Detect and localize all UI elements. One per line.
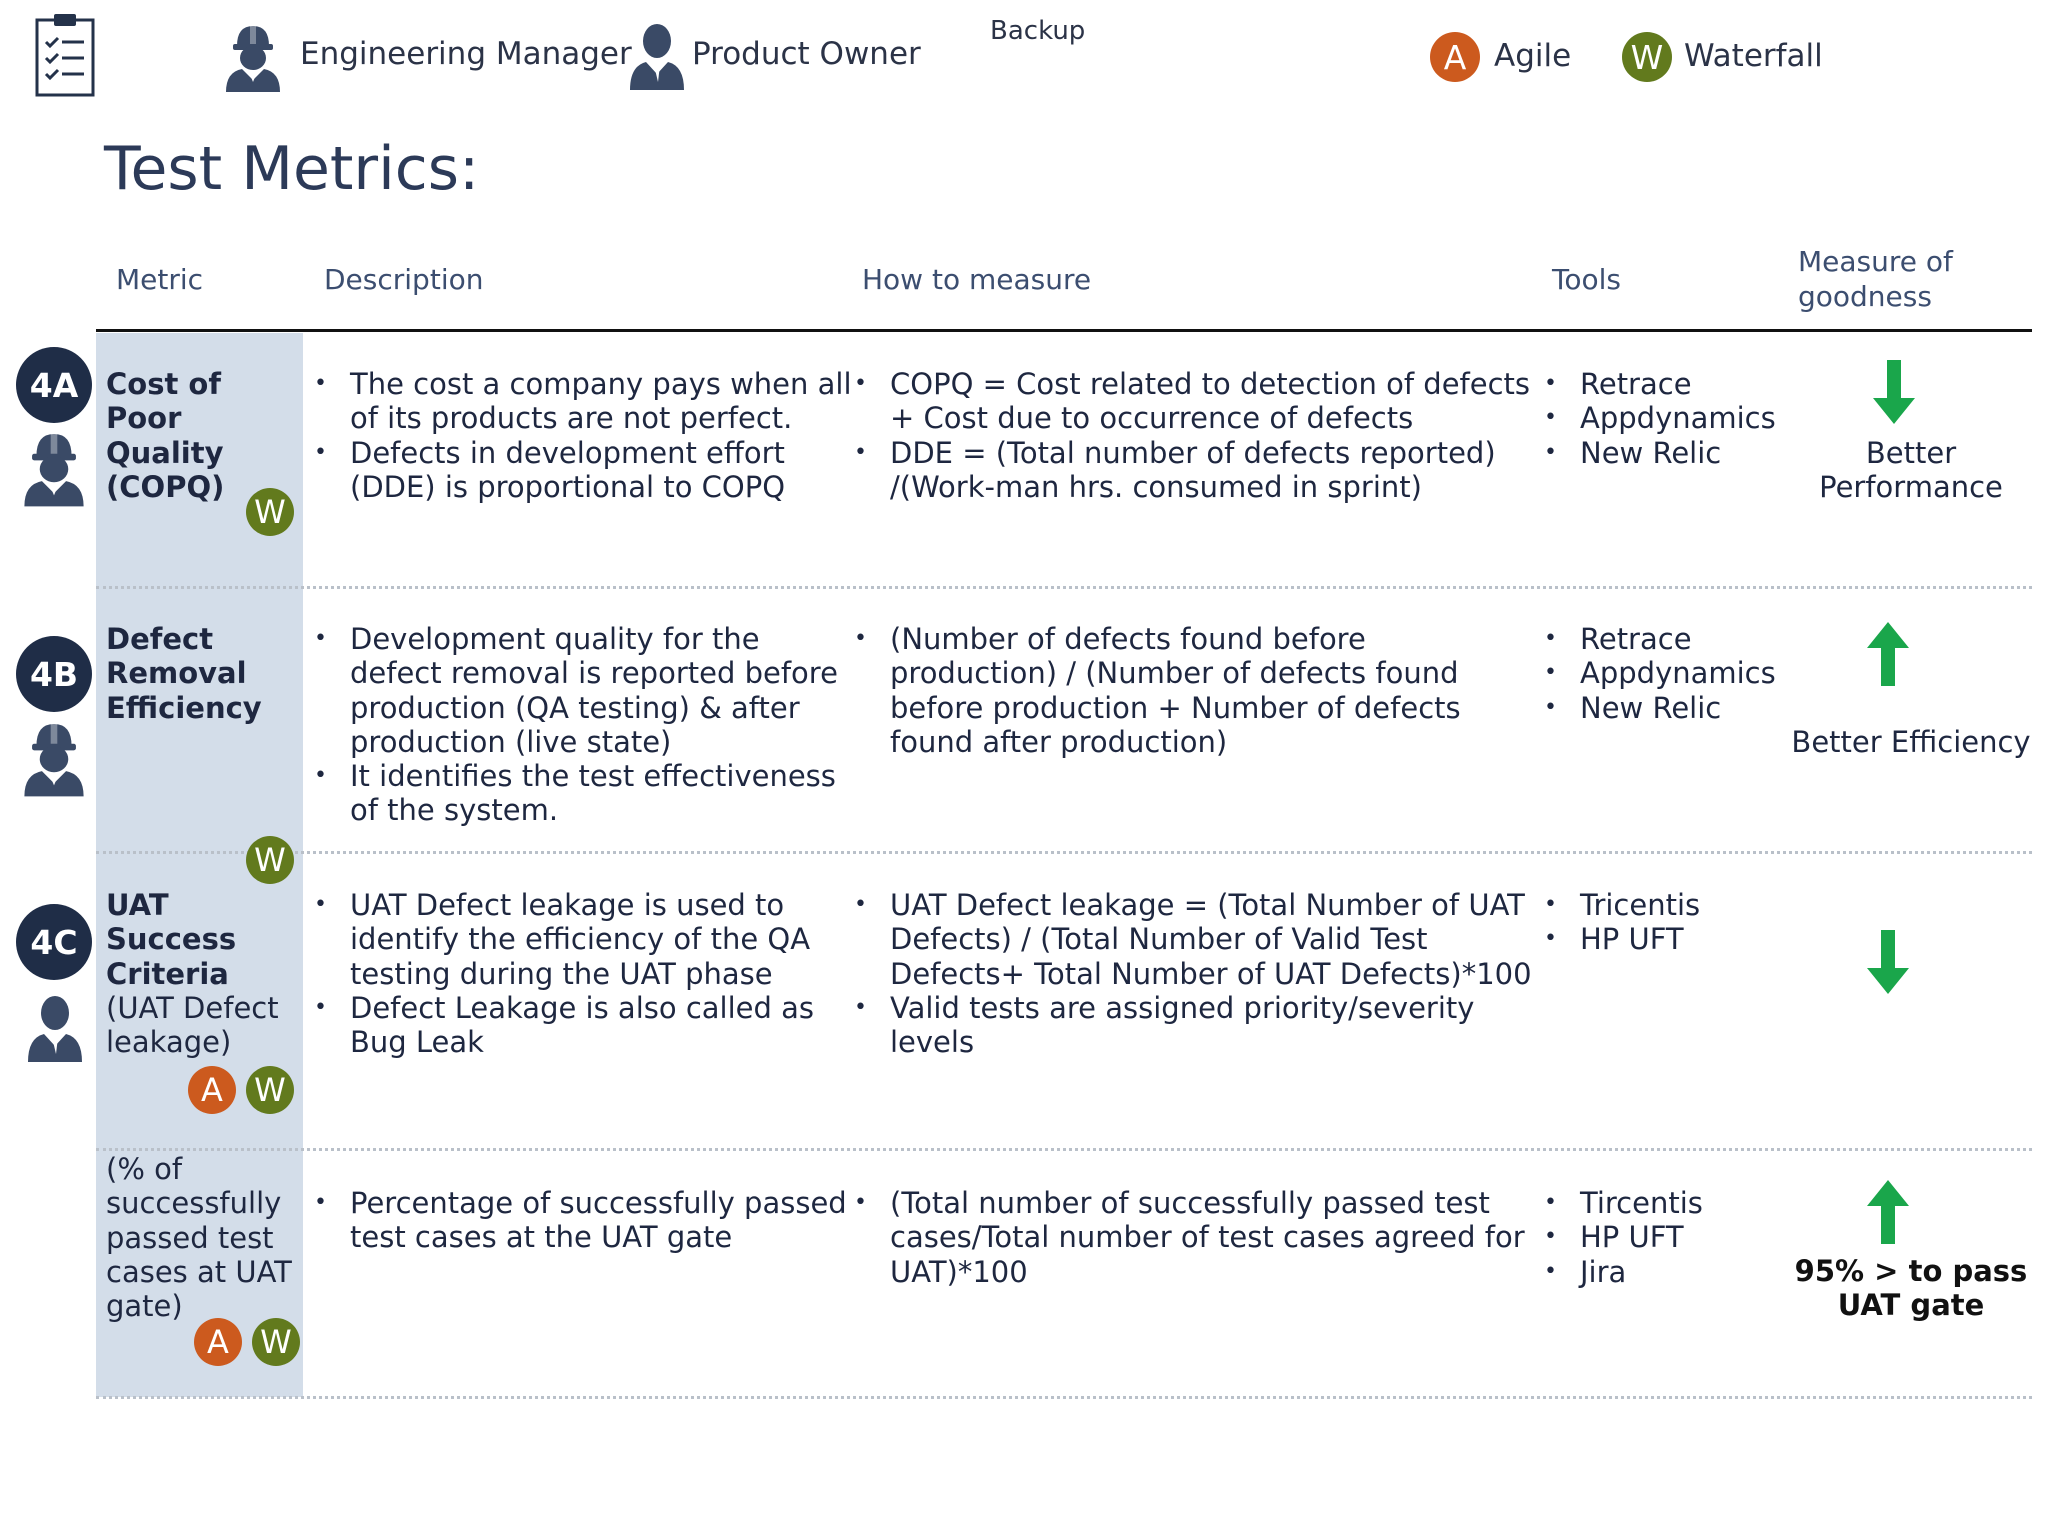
how-to-measure-list [852,1186,1542,1289]
list-item: • Tricentis [1542,888,1792,922]
waterfall-legend-badge: W [1622,32,1672,82]
column-header-measure-of-goodness: Measure of goodness [1798,245,1953,313]
goodness-text: Better Efficiency [1791,725,2031,759]
description-list [312,367,852,504]
metric-name-sub: (UAT Defect leakage) [106,990,279,1060]
engineering-manager-icon [20,428,88,512]
waterfall-badge: W [246,488,294,536]
metric-name-bold: UAT Success Criteria [106,888,237,991]
page-title: Test Metrics: [104,134,480,204]
list-item: • New Relic [1542,691,1792,725]
agile-badge: A [194,1318,242,1366]
description-list [312,888,852,1059]
arrow-up-icon [1866,1178,1910,1248]
metric-name [106,367,306,504]
list-item: • (Number of defects found before production) / (Number of defects found before production + Number of defects found after production) [852,622,1542,759]
product-owner-icon [628,22,686,94]
row-number-badge: 4A [16,347,92,423]
list-item: • Retrace [1542,622,1792,656]
row-divider [96,1396,2032,1399]
header-rule [96,329,2032,332]
column-header-description: Description [324,263,484,296]
checklist-icon [34,12,96,102]
list-item: • Retrace [1542,367,1792,401]
engineering-manager-icon [222,22,284,96]
list-item: • New Relic [1542,436,1792,470]
agile-legend-label: Agile [1494,38,1572,74]
tools-list [1542,367,1792,470]
column-header-metric: Metric [116,263,204,296]
description-list [312,622,852,828]
column-header-tools: Tools [1552,263,1621,296]
description-list [312,1186,852,1255]
list-item: • Valid tests are assigned priority/severity levels [852,991,1542,1060]
tools-list [1542,888,1792,957]
list-item: • HP UFT [1542,922,1792,956]
list-item: • Jira [1542,1255,1792,1289]
role-label-engineering-manager: Engineering Manager [300,36,632,72]
metric-name-bold: Defect Removal Efficiency [106,622,262,725]
metric-name [106,622,296,725]
waterfall-badge: W [246,836,294,884]
row-divider [96,851,2032,854]
arrow-up-icon [1866,620,1910,690]
waterfall-badge: W [252,1318,300,1366]
agile-legend-badge: A [1430,32,1480,82]
metric-name-bold: Cost of Poor Quality (COPQ) [106,367,225,504]
agile-badge: A [188,1066,236,1114]
waterfall-badge: W [246,1066,294,1114]
how-to-measure-list [852,622,1542,759]
metric-name [106,1152,296,1323]
row-number-badge: 4C [16,904,92,980]
row-divider [96,1148,2032,1151]
waterfall-legend-label: Waterfall [1684,38,1823,74]
list-item: • Defects in development effort (DDE) is proportional to COPQ [312,436,852,505]
tools-list [1542,622,1792,725]
role-label-product-owner: Product Owner [692,36,921,72]
metric-name-sub: (% of successfully passed test cases at UAT gate) [106,1152,292,1324]
list-item: • Tircentis [1542,1186,1792,1220]
goodness-text: Better Performance [1819,436,2003,504]
list-item: • Appdynamics [1542,401,1792,435]
how-to-measure-list [852,367,1542,504]
list-item: • (Total number of successfully passed test cases/Total number of test cases agreed for UAT)*100 [852,1186,1542,1289]
backup-label: Backup [990,16,1086,46]
list-item: • Development quality for the defect removal is reported before production (QA testing) & after production (live state) [312,622,852,759]
arrow-down-icon [1866,930,1910,1000]
metric-name [106,888,296,1059]
list-item: • HP UFT [1542,1220,1792,1254]
list-item: • Percentage of successfully passed test cases at the UAT gate [312,1186,852,1255]
how-to-measure-list [852,888,1542,1059]
list-item: • Appdynamics [1542,656,1792,690]
row-divider [96,586,2032,589]
list-item: • COPQ = Cost related to detection of defects + Cost due to occurrence of defects [852,367,1542,436]
goodness-text: 95% > to pass UAT gate [1794,1254,2028,1322]
column-header-how-to-measure: How to measure [862,263,1092,296]
list-item: • UAT Defect leakage = (Total Number of UAT Defects) / (Total Number of Valid Test Defects+ Total Number of UAT Defects)*100 [852,888,1542,991]
tools-list [1542,1186,1792,1289]
engineering-manager-icon [20,718,88,802]
row-number-badge: 4B [16,636,92,712]
list-item: • DDE = (Total number of defects reported) /(Work-man hrs. consumed in sprint) [852,436,1542,505]
list-item: • It identifies the test effectiveness of the system. [312,759,852,828]
product-owner-icon [26,994,84,1066]
arrow-down-icon [1872,360,1916,430]
list-item: • Defect Leakage is also called as Bug Leak [312,991,852,1060]
list-item: • UAT Defect leakage is used to identify the efficiency of the QA testing during the UAT phase [312,888,852,991]
list-item: • The cost a company pays when all of its products are not perfect. [312,367,852,436]
